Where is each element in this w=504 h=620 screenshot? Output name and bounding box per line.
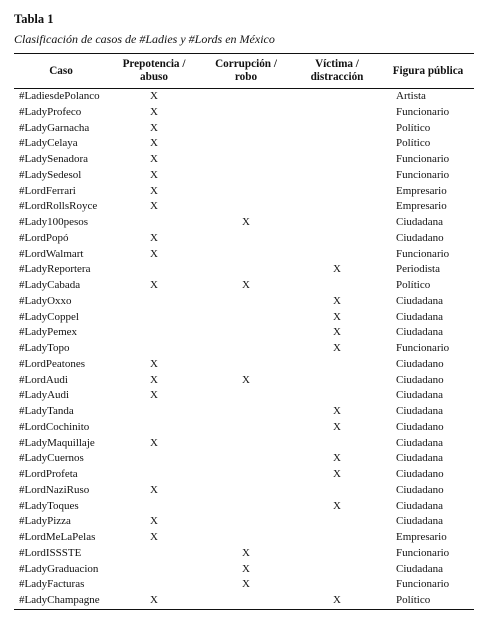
cell-corrupcion: [200, 514, 292, 530]
cell-victima: [292, 184, 382, 200]
cell-corrupcion: [200, 388, 292, 404]
cell-corrupcion: [200, 247, 292, 263]
cell-figura-publica: Ciudadana: [396, 310, 444, 323]
cell-corrupcion: [200, 357, 292, 373]
table-row: [14, 231, 474, 247]
cell-victima: [292, 562, 382, 578]
cell-caso: #LadyChampagne: [19, 594, 100, 606]
cell-victima: [292, 357, 382, 373]
table-row: [14, 199, 474, 215]
cell-victima: [292, 105, 382, 121]
cases-table: [14, 53, 474, 610]
cell-corrupcion: [200, 184, 292, 200]
cell-caso: #LordMeLaPelas: [19, 531, 96, 543]
cell-corrupcion: X: [242, 279, 250, 291]
table-row: [14, 562, 474, 578]
cell-figura-publica: Ciudadana: [396, 562, 444, 575]
cell-prepotencia: X: [150, 436, 158, 449]
cell-caso: #LadyReportera: [19, 263, 91, 276]
cell-figura-publica: Ciudadano: [396, 468, 444, 480]
cell-figura-publica: Ciudadano: [396, 231, 444, 244]
table-row: [14, 467, 474, 483]
cell-victima: [292, 199, 382, 215]
table-row: [14, 420, 474, 436]
cell-figura-publica: Ciudadana: [396, 216, 444, 228]
cell-prepotencia: X: [150, 483, 158, 496]
table-row: [14, 105, 474, 121]
cell-victima: X: [333, 310, 341, 323]
table-label: Tabla 1: [14, 12, 54, 26]
cell-corrupcion: [200, 310, 292, 326]
table-row: [14, 483, 474, 499]
cell-corrupcion: [200, 231, 292, 247]
cell-victima: X: [333, 468, 341, 480]
cell-figura-publica: Ciudadana: [396, 294, 444, 307]
table-row: [14, 215, 474, 231]
table-row: [14, 168, 474, 184]
cell-figura-publica: Ciudadana: [396, 405, 444, 417]
cell-figura-publica: Funcionario: [396, 247, 450, 260]
cell-figura-publica: Funcionario: [396, 578, 450, 591]
cell-victima: X: [333, 263, 341, 276]
cell-victima: [292, 436, 382, 452]
table-header: [14, 54, 474, 89]
table-row: [14, 89, 474, 105]
cell-prepotencia: [108, 325, 200, 341]
cell-corrupcion: [200, 89, 292, 105]
cell-caso: #LordPeatones: [19, 357, 85, 370]
cell-caso: #LordFerrari: [19, 184, 76, 197]
cell-caso: #LadiesdePolanco: [19, 90, 100, 102]
header-corrupcion: Corrupción / robo: [215, 58, 277, 83]
cell-victima: [292, 152, 382, 168]
cell-figura-publica: Ciudadano: [396, 420, 444, 433]
cell-prepotencia: X: [150, 531, 158, 543]
table-row: [14, 593, 474, 609]
cell-figura-publica: Empresario: [396, 200, 447, 213]
cell-caso: #LordPopó: [19, 231, 69, 244]
table-row: [14, 499, 474, 515]
cell-caso: #LadySedesol: [19, 168, 82, 181]
cell-victima: [292, 388, 382, 404]
cell-prepotencia: [108, 546, 200, 562]
cell-victima: [292, 231, 382, 247]
cell-prepotencia: X: [150, 184, 158, 197]
table-row: [14, 436, 474, 452]
table-row: [14, 341, 474, 357]
cell-caso: #LordISSSTE: [19, 546, 82, 559]
cell-figura-publica: Político: [396, 121, 431, 134]
cell-corrupcion: [200, 341, 292, 357]
cell-figura-publica: Artista: [396, 90, 426, 102]
cell-prepotencia: [108, 310, 200, 326]
cell-caso: #LadyCuernos: [19, 452, 84, 465]
cell-corrupcion: [200, 262, 292, 278]
cell-corrupcion: X: [242, 546, 250, 559]
cell-corrupcion: [200, 152, 292, 168]
cell-corrupcion: [200, 404, 292, 420]
table-row: [14, 278, 474, 294]
cell-corrupcion: [200, 467, 292, 483]
cell-victima: [292, 278, 382, 294]
cell-victima: [292, 373, 382, 389]
cell-victima: [292, 546, 382, 562]
cell-caso: #LadyProfeco: [19, 105, 82, 118]
header-caso: Caso: [49, 64, 73, 77]
cell-prepotencia: X: [150, 105, 158, 118]
cell-corrupcion: X: [242, 373, 250, 386]
cell-prepotencia: [108, 562, 200, 578]
cell-prepotencia: X: [150, 357, 158, 370]
cell-victima: [292, 121, 382, 137]
cell-caso: #LordNaziRuso: [19, 483, 90, 496]
cell-figura-publica: Ciudadano: [396, 373, 444, 386]
cell-prepotencia: [108, 499, 200, 515]
cell-caso: #LordWalmart: [19, 247, 84, 260]
cell-corrupcion: X: [242, 562, 250, 575]
table-row: [14, 577, 474, 593]
cell-prepotencia: X: [150, 247, 158, 260]
cell-corrupcion: [200, 499, 292, 515]
cell-corrupcion: X: [242, 578, 250, 591]
cell-victima: [292, 168, 382, 184]
cell-prepotencia: [108, 451, 200, 467]
header-victima: Víctima / distracción: [310, 58, 364, 83]
cell-caso: #LadyGarnacha: [19, 121, 90, 134]
cell-corrupcion: [200, 168, 292, 184]
cell-corrupcion: [200, 451, 292, 467]
table-row: [14, 514, 474, 530]
cell-prepotencia: [108, 420, 200, 436]
cell-corrupcion: [200, 483, 292, 499]
cell-victima: X: [333, 294, 341, 307]
cell-figura-publica: Ciudadano: [396, 357, 444, 370]
cell-corrupcion: [200, 294, 292, 310]
cell-prepotencia: [108, 215, 200, 231]
table-row: [14, 247, 474, 263]
cell-victima: X: [333, 499, 341, 512]
cell-caso: #LadyGraduacion: [19, 562, 99, 575]
cell-prepotencia: X: [150, 137, 158, 150]
cell-figura-publica: Político: [396, 137, 431, 150]
cell-figura-publica: Empresario: [396, 531, 447, 543]
cell-prepotencia: X: [150, 594, 158, 606]
cell-prepotencia: X: [150, 200, 158, 213]
table-row: [14, 325, 474, 341]
cell-corrupcion: [200, 530, 292, 546]
cell-figura-publica: Funcionario: [396, 153, 450, 165]
table-row: [14, 310, 474, 326]
cell-victima: X: [333, 342, 341, 354]
cell-caso: #LadyTanda: [19, 405, 74, 417]
cell-prepotencia: [108, 467, 200, 483]
cell-victima: [292, 247, 382, 263]
cell-prepotencia: X: [150, 373, 158, 386]
cell-caso: #LadyPizza: [19, 515, 71, 528]
cell-prepotencia: X: [150, 168, 158, 181]
cell-caso: #Lady100pesos: [19, 216, 89, 228]
table-row: [14, 388, 474, 404]
cell-corrupcion: [200, 199, 292, 215]
cell-prepotencia: X: [150, 231, 158, 244]
cell-caso: #LadyCoppel: [19, 310, 79, 323]
cell-caso: #LordAudi: [19, 373, 68, 386]
cell-caso: #LadyToques: [19, 499, 79, 512]
table-row: [14, 373, 474, 389]
cell-figura-publica: Ciudadano: [396, 483, 444, 496]
cell-victima: X: [333, 326, 341, 339]
cell-victima: [292, 577, 382, 593]
cell-victima: X: [333, 594, 341, 606]
cell-prepotencia: X: [150, 153, 158, 165]
cell-victima: X: [333, 420, 341, 433]
cell-corrupcion: [200, 121, 292, 137]
cell-victima: [292, 530, 382, 546]
cell-caso: #LadyTopo: [19, 342, 70, 354]
cell-caso: #LordCochinito: [19, 420, 90, 433]
cell-prepotencia: [108, 262, 200, 278]
cell-figura-publica: Ciudadana: [396, 499, 444, 512]
table-row: [14, 184, 474, 200]
cell-corrupcion: [200, 420, 292, 436]
cell-victima: [292, 514, 382, 530]
cell-figura-publica: Periodista: [396, 263, 440, 276]
table-row: [14, 152, 474, 168]
cell-caso: #LadyMaquillaje: [19, 436, 95, 449]
cell-caso: #LadyCelaya: [19, 137, 78, 150]
cell-caso: #LadyAudi: [19, 389, 70, 402]
cell-figura-publica: Funcionario: [396, 105, 450, 118]
table-row: [14, 262, 474, 278]
cell-figura-publica: Funcionario: [396, 546, 450, 559]
cell-prepotencia: [108, 404, 200, 420]
header-figura-publica: Figura pública: [392, 64, 464, 77]
cell-prepotencia: X: [150, 121, 158, 134]
cell-victima: [292, 215, 382, 231]
cell-caso: #LadyCabada: [19, 279, 81, 291]
table-row: [14, 546, 474, 562]
cell-victima: X: [333, 405, 341, 417]
cell-caso: #LadyOxxo: [19, 294, 72, 307]
cell-figura-publica: Ciudadana: [396, 326, 444, 339]
cell-figura-publica: Ciudadana: [396, 436, 444, 449]
cell-victima: [292, 136, 382, 152]
cell-caso: #LadyFacturas: [19, 578, 85, 591]
cell-prepotencia: [108, 577, 200, 593]
cell-figura-publica: Funcionario: [396, 342, 450, 354]
cell-prepotencia: X: [150, 389, 158, 402]
cell-figura-publica: Ciudadana: [396, 389, 444, 402]
cell-figura-publica: Ciudadana: [396, 452, 444, 465]
table-row: [14, 294, 474, 310]
cell-figura-publica: Ciudadana: [396, 515, 444, 528]
table-row: [14, 357, 474, 373]
cell-prepotencia: X: [150, 90, 158, 102]
cell-figura-publica: Funcionario: [396, 168, 450, 181]
cell-corrupcion: [200, 325, 292, 341]
cell-victima: X: [333, 452, 341, 465]
cell-corrupcion: [200, 136, 292, 152]
table-body: [14, 89, 474, 610]
cell-prepotencia: [108, 294, 200, 310]
cell-caso: #LordProfeta: [19, 468, 78, 480]
cell-corrupcion: [200, 436, 292, 452]
table-row: [14, 121, 474, 137]
cell-corrupcion: [200, 105, 292, 121]
cell-caso: #LadyPemex: [19, 326, 78, 339]
cell-corrupcion: X: [242, 216, 250, 228]
cell-corrupcion: [200, 593, 292, 609]
header-prepotencia: Prepotencia / abuso: [122, 58, 186, 83]
table-caption: Clasificación de casos de #Ladies y #Lords en México: [14, 32, 275, 46]
cell-figura-publica: Empresario: [396, 184, 447, 197]
header-row: [14, 54, 474, 89]
table-row: [14, 530, 474, 546]
table-row: [14, 136, 474, 152]
table-row: [14, 404, 474, 420]
cell-caso: #LadySenadora: [19, 153, 89, 165]
cell-victima: [292, 89, 382, 105]
cell-caso: #LordRollsRoyce: [19, 200, 98, 213]
cell-prepotencia: X: [150, 279, 158, 291]
table-row: [14, 451, 474, 467]
cell-victima: [292, 483, 382, 499]
cell-prepotencia: X: [150, 515, 158, 528]
cell-figura-publica: Político: [396, 594, 431, 606]
cell-prepotencia: [108, 341, 200, 357]
cell-figura-publica: Político: [396, 279, 431, 291]
